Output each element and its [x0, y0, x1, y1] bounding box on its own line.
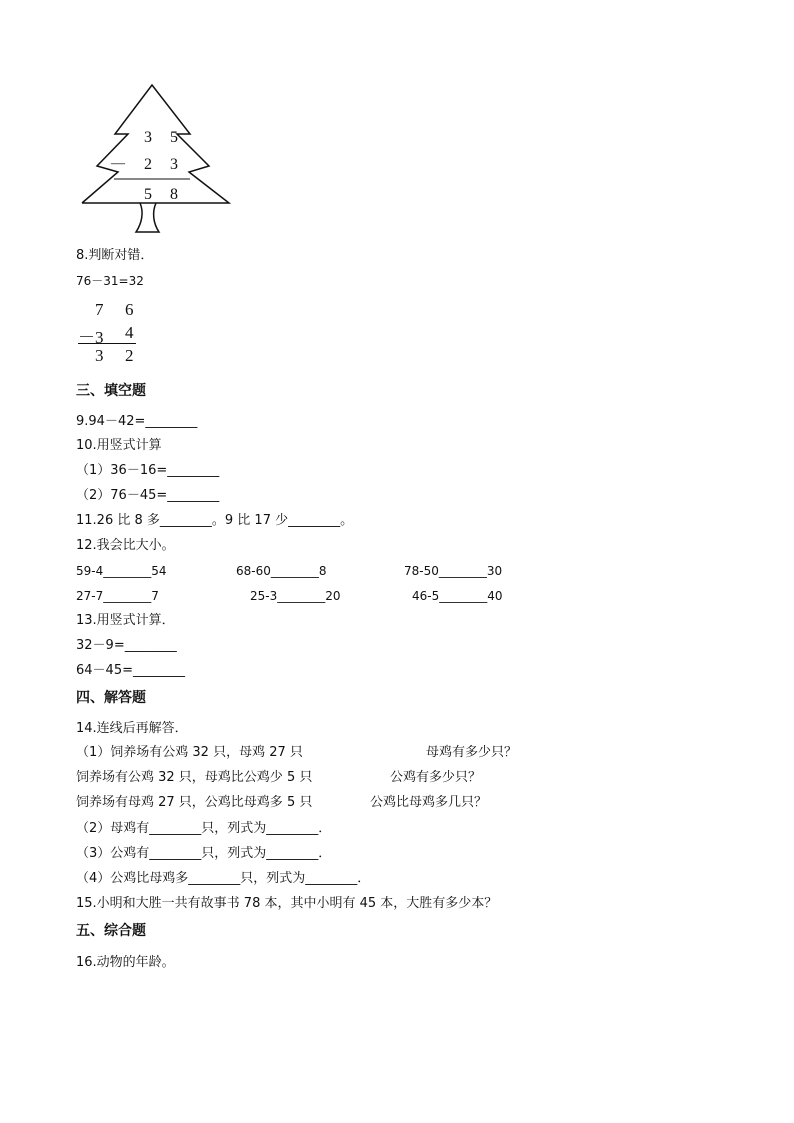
tree-figure: [78, 80, 234, 236]
tree-digit: 5: [170, 129, 178, 146]
tree-digit: 2: [144, 156, 152, 173]
vertical-line: [78, 343, 136, 344]
q14-left-item: 饲养场有公鸡 32 只，母鸡比公鸡少 5 只: [76, 770, 313, 785]
q10-item: （2）76－45=________: [76, 488, 220, 503]
vertical-digit: 2: [125, 346, 134, 365]
q12-item: 78-50________30: [404, 564, 503, 578]
q12-item: 27-7________7: [76, 589, 159, 603]
section-5-heading: 五、综合题: [76, 923, 146, 939]
q14-right-item: 公鸡比母鸡多几只？: [370, 795, 488, 810]
q14-right-item: 母鸡有多少只？: [426, 745, 518, 760]
tree-digit: 3: [144, 129, 152, 146]
tree-outline: [78, 80, 234, 236]
q14-left-item: 饲养场有母鸡 27 只，公鸡比母鸡多 5 只: [76, 795, 313, 810]
q11: 11.26 比 8 多________。9 比 17 少________。: [76, 513, 354, 528]
q14-sub: （2）母鸡有________只，列式为________．: [76, 821, 332, 836]
q14-sub: （3）公鸡有________只，列式为________．: [76, 846, 332, 861]
q14-left-item: （1）饲养场有公鸡 32 只，母鸡 27 只: [76, 745, 303, 760]
tree-digit: 8: [170, 186, 178, 203]
q13-title: 13.用竖式计算．: [76, 613, 175, 628]
q12-item: 46-5________40: [412, 589, 503, 603]
q14-title: 14.连线后再解答．: [76, 721, 188, 736]
q16: 16.动物的年龄。: [76, 955, 175, 970]
vertical-digit: 6: [125, 300, 134, 319]
q8-title: 8.判断对错．: [76, 248, 154, 263]
q14-sub: （4）公鸡比母鸡多________只，列式为________．: [76, 871, 371, 886]
q15: 15.小明和大胜一共有故事书 78 本，其中小明有 45 本，大胜有多少本？: [76, 896, 498, 911]
q10-item: （1）36－16=________: [76, 463, 220, 478]
vertical-digit: －3: [78, 328, 104, 347]
tree-digit: 3: [170, 156, 178, 173]
q12-item: 25-3________20: [250, 589, 341, 603]
q13-item: 64－45=________: [76, 663, 185, 678]
q8-equation: 76－31=32: [76, 274, 144, 288]
vertical-digit: 4: [125, 323, 134, 342]
q12-item: 59-4________54: [76, 564, 167, 578]
q14-right-item: 公鸡有多少只？: [390, 770, 482, 785]
q10-title: 10.用竖式计算: [76, 438, 162, 453]
q12-item: 68-60________8: [236, 564, 327, 578]
q12-title: 12.我会比大小。: [76, 538, 175, 553]
section-4-heading: 四、解答题: [76, 690, 146, 706]
vertical-digit: 3: [95, 346, 104, 365]
tree-digit: 5: [144, 186, 152, 203]
q9: 9.94－42=________: [76, 414, 198, 429]
tree-minus-sign: —: [111, 156, 125, 171]
section-3-heading: 三、填空题: [76, 383, 146, 399]
q8-vertical-calc: [76, 300, 146, 370]
q13-item: 32－9=________: [76, 638, 177, 653]
vertical-digit: 7: [95, 300, 104, 319]
